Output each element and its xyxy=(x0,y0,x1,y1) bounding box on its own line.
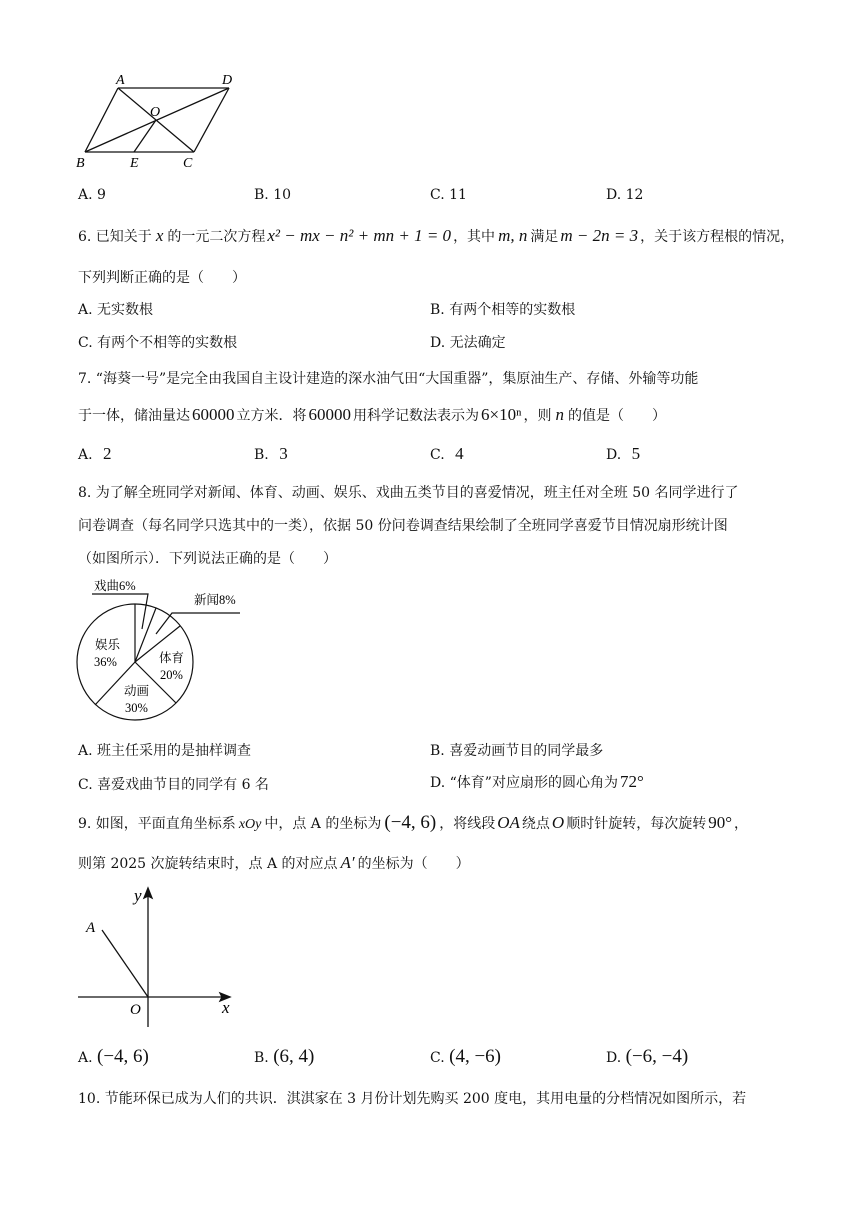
q7-text: 用科学记数法表示为 xyxy=(353,408,479,424)
label-c: C xyxy=(183,156,193,171)
q5-option-d[interactable] xyxy=(606,187,643,203)
parallelogram-figure xyxy=(72,70,252,176)
q8-stem-line3: （如图所示）．下列说法正确的是（ ） xyxy=(78,551,337,567)
option-text: 无实数根 xyxy=(97,302,154,318)
q9-option-d[interactable] xyxy=(606,1046,688,1068)
label-o: O xyxy=(150,105,161,120)
option-key: B. xyxy=(254,1050,269,1066)
coordinate-figure xyxy=(72,882,242,1032)
option-text: 5 xyxy=(631,444,641,463)
q7-text: 的值是（ ） xyxy=(567,408,666,424)
option-key: A. xyxy=(78,302,93,318)
q7-sci-notation: 6×10ⁿ xyxy=(481,405,522,424)
q6-text: 的一元二次方程 xyxy=(167,229,266,245)
point-label-o: O xyxy=(130,1002,141,1018)
pie-label-donghua-name: 动画 xyxy=(124,684,150,698)
option-text: 无法确定 xyxy=(449,335,506,351)
q8-option-d[interactable] xyxy=(430,772,644,792)
label-d: D xyxy=(222,73,233,88)
q6-text: ，关于该方程根的情况， xyxy=(640,229,795,245)
q7-number: 60000 xyxy=(308,405,351,424)
option-key: A. xyxy=(78,743,93,759)
option-key: C. xyxy=(430,1050,445,1066)
q9-xoy: xOy xyxy=(238,817,262,832)
q6-option-b[interactable] xyxy=(430,299,575,319)
q7-text: ，则 xyxy=(523,408,552,424)
q6-option-a[interactable] xyxy=(78,299,153,319)
q9-angle: 90° xyxy=(708,813,733,832)
q9-text: 的坐标为（ ） xyxy=(357,856,470,872)
pie-label-xinwen: 新闻8% xyxy=(194,593,236,607)
option-key: D. xyxy=(606,187,622,203)
q6-equation: x² − mx − n² + mn + 1 = 0 xyxy=(267,226,452,245)
q6-option-d[interactable] xyxy=(430,332,506,352)
option-key: A. xyxy=(78,447,93,463)
q7-option-b[interactable] xyxy=(254,444,288,464)
option-key: B. xyxy=(254,187,269,203)
q5-option-a[interactable] xyxy=(78,187,106,203)
option-text: (6, 4) xyxy=(273,1046,315,1067)
option-text: 喜爱戏曲节目的同学有 6 名 xyxy=(97,777,269,793)
q9-stem-line2 xyxy=(78,853,470,873)
q5-option-c[interactable] xyxy=(430,187,467,203)
option-text: (−4, 6) xyxy=(97,1046,149,1067)
option-key: C. xyxy=(78,777,93,793)
q7-stem-line1: 7. “海葵一号”是完全由我国自主设计建造的深水油气田“大国重器”，集原油生产、存储、外输等功能 xyxy=(78,371,699,387)
option-key: B. xyxy=(430,302,445,318)
option-text: 班主任采用的是抽样调查 xyxy=(97,743,252,759)
q6-text: ，其中 xyxy=(453,229,496,245)
q7-text: 于一体，储油量达 xyxy=(78,408,190,424)
label-a: A xyxy=(116,73,125,88)
pie-label-donghua-pct: 30% xyxy=(125,701,148,715)
q7-text: 立方米．将 xyxy=(236,408,307,424)
option-text: 12 xyxy=(625,187,644,203)
q9-text: 绕点 xyxy=(521,816,550,832)
option-key: C. xyxy=(430,187,445,203)
q10-stem-line1: 10. 节能环保已成为人们的共识．淇淇家在 3 月份计划先购买 200 度电，其用电量的分档情况如图所示，若 xyxy=(78,1091,747,1107)
option-text: 11 xyxy=(449,187,467,203)
segment-oa xyxy=(102,930,148,997)
q6-option-c[interactable] xyxy=(78,332,237,352)
option-text: 9 xyxy=(97,187,106,203)
option-text: 有两个相等的实数根 xyxy=(449,302,576,318)
option-text: “体育”对应扇形的圆心角为 xyxy=(449,775,618,791)
q9-coord: (−4, 6) xyxy=(384,812,437,833)
q8-stem-line2: 问卷调查（每名同学只选其中的一类），依据 50 份问卷调查结果绘制了全班同学喜爱节目情况扇形统计图 xyxy=(78,518,728,534)
q5-option-b[interactable] xyxy=(254,187,291,203)
point-label-a: A xyxy=(86,920,96,936)
q6-vars-mn: m, n xyxy=(498,226,528,245)
leader-xinwen xyxy=(156,613,240,634)
option-text: (4, −6) xyxy=(449,1046,501,1067)
q8-option-a[interactable] xyxy=(78,740,251,760)
q9-text: ， xyxy=(734,816,749,832)
option-key: C. xyxy=(78,335,93,351)
q6-condition: m − 2n = 3 xyxy=(560,226,639,245)
option-text: 喜爱动画节目的同学最多 xyxy=(449,743,604,759)
pie-label-tiyu-pct: 20% xyxy=(160,668,183,682)
option-text: 3 xyxy=(279,444,288,463)
q7-option-c[interactable] xyxy=(430,444,464,464)
option-key: B. xyxy=(254,447,269,463)
label-b: B xyxy=(76,156,85,171)
axis-label-y: y xyxy=(134,886,142,905)
option-math: 72° xyxy=(619,772,644,791)
q7-option-d[interactable] xyxy=(606,444,640,464)
pie-label-tiyu-name: 体育 xyxy=(159,651,185,665)
q9-text: 顺时针旋转，每次旋转 xyxy=(566,816,707,832)
option-key: A. xyxy=(78,1050,93,1066)
q6-text: 6. 已知关于 xyxy=(78,229,152,245)
pie-chart xyxy=(72,575,262,725)
option-text: 有两个不相等的实数根 xyxy=(97,335,238,351)
q6-var-x: x xyxy=(155,226,164,245)
leader-xiqu xyxy=(92,594,148,629)
q7-option-a[interactable] xyxy=(78,444,112,464)
q7-var-n: n xyxy=(555,405,564,424)
label-e: E xyxy=(130,156,139,171)
pie-label-yule-name: 娱乐 xyxy=(95,638,121,652)
option-text: 4 xyxy=(455,444,464,463)
q9-a-prime: A′ xyxy=(340,853,355,872)
q6-text: 满足 xyxy=(530,229,559,245)
option-key: D. xyxy=(430,775,446,791)
q9-text: 9. 如图，平面直角坐标系 xyxy=(78,816,236,832)
q7-stem-line2 xyxy=(78,405,666,425)
q9-option-b[interactable] xyxy=(254,1046,314,1068)
y-axis-arrow xyxy=(144,888,152,898)
q9-pt-o: O xyxy=(551,813,565,832)
axis-label-x: x xyxy=(222,998,230,1017)
pie-label-xiqu: 戏曲6% xyxy=(94,579,136,593)
pie-label-yule-pct: 36% xyxy=(94,655,117,669)
option-text: (−6, −4) xyxy=(625,1046,689,1067)
option-text: 2 xyxy=(103,444,112,463)
q7-number: 60000 xyxy=(192,405,235,424)
q8-option-c[interactable] xyxy=(78,774,269,794)
q9-text: ，将线段 xyxy=(439,816,496,832)
q9-option-a[interactable] xyxy=(78,1046,149,1068)
q6-stem-line1 xyxy=(78,226,794,246)
q9-seg-oa: OA xyxy=(497,813,520,832)
q9-text: 则第 2025 次旋转结束时，点 A 的对应点 xyxy=(78,856,338,872)
option-key: D. xyxy=(606,1050,622,1066)
option-text: 10 xyxy=(273,187,292,203)
q8-option-b[interactable] xyxy=(430,740,603,760)
option-key: D. xyxy=(606,447,622,463)
q9-option-c[interactable] xyxy=(430,1046,501,1068)
q8-stem-line1: 8. 为了解全班同学对新闻、体育、动画、娱乐、戏曲五类节目的喜爱情况，班主任对全班 50 名同学进行了 xyxy=(78,485,739,501)
q9-text: 中，点 A 的坐标为 xyxy=(264,816,382,832)
option-key: D. xyxy=(430,335,446,351)
option-key: A. xyxy=(78,187,93,203)
option-key: C. xyxy=(430,447,445,463)
q9-stem-line1 xyxy=(78,812,748,834)
q6-stem-line2: 下列判断正确的是（ ） xyxy=(78,270,246,286)
option-key: B. xyxy=(430,743,445,759)
